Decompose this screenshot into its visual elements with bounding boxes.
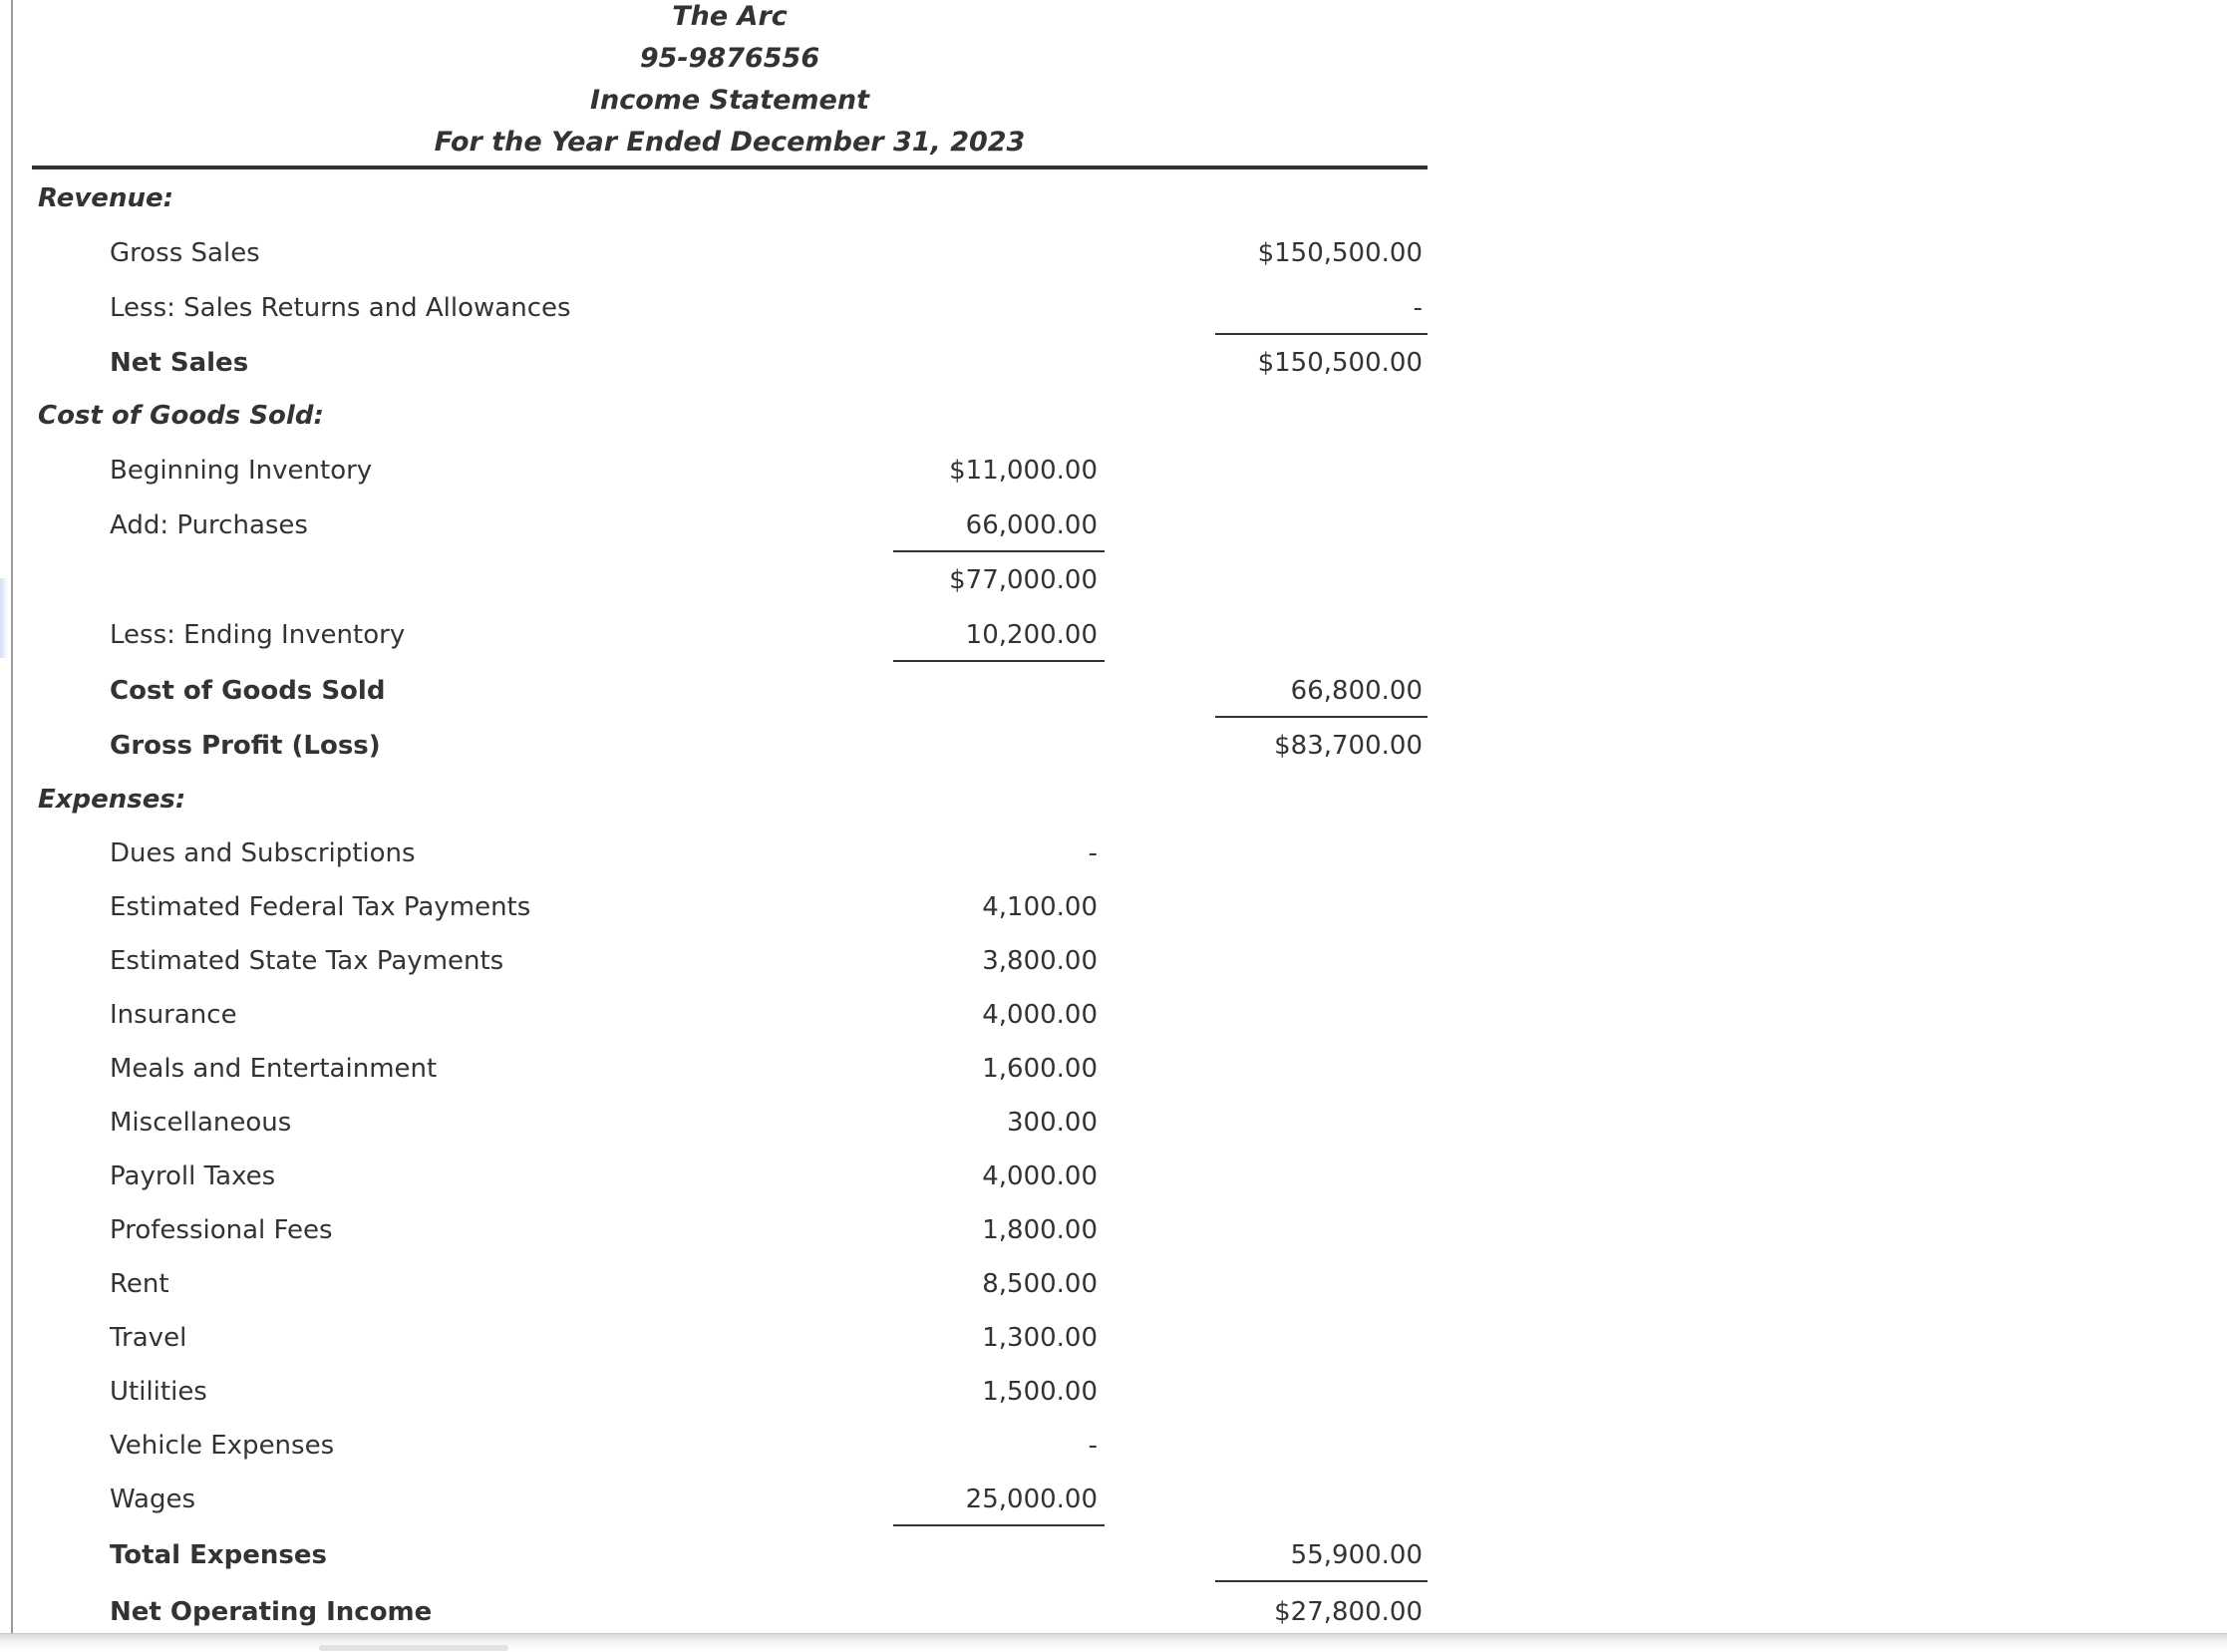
net-operating-income-amount: $27,800.00 xyxy=(1274,1597,1423,1627)
company-ein: 95-9876556 xyxy=(639,43,820,74)
cogs-subtotal-amount: $77,000.00 xyxy=(949,565,1098,595)
revenue-heading: Revenue: xyxy=(38,183,173,213)
gross-profit-rule xyxy=(1215,716,1428,718)
total-expenses-label: Total Expenses xyxy=(110,1540,327,1570)
cogs-heading: Cost of Goods Sold: xyxy=(38,401,324,431)
expense-amount: 4,000.00 xyxy=(982,1161,1098,1191)
page-left-border xyxy=(11,0,13,1635)
ending-inventory-label: Less: Ending Inventory xyxy=(110,620,406,650)
report-title: Income Statement xyxy=(589,85,870,116)
net-operating-income-label: Net Operating Income xyxy=(110,1597,433,1627)
wages-rule xyxy=(893,1524,1105,1526)
expense-label: Meals and Entertainment xyxy=(110,1054,438,1084)
expense-amount: 3,800.00 xyxy=(982,946,1098,976)
gross-sales-label: Gross Sales xyxy=(110,238,260,268)
expense-label: Utilities xyxy=(110,1377,207,1407)
expense-label: Estimated Federal Tax Payments xyxy=(110,892,531,922)
company-name: The Arc xyxy=(672,1,788,32)
ending-inventory-rule xyxy=(893,660,1105,662)
net-sales-label: Net Sales xyxy=(110,348,249,378)
expense-amount: 1,500.00 xyxy=(982,1377,1098,1407)
expenses-heading: Expenses: xyxy=(38,785,186,815)
expense-amount: - xyxy=(1088,838,1098,868)
expense-label: Travel xyxy=(110,1323,187,1353)
ending-inventory-amount: 10,200.00 xyxy=(965,620,1098,650)
sales-returns-label: Less: Sales Returns and Allowances xyxy=(110,293,571,323)
expense-amount: 8,500.00 xyxy=(982,1269,1098,1299)
expense-amount: 1,600.00 xyxy=(982,1054,1098,1084)
expense-label: Estimated State Tax Payments xyxy=(110,946,504,976)
window-edge-highlight xyxy=(0,578,8,658)
expense-label: Wages xyxy=(110,1485,196,1514)
expense-amount: 25,000.00 xyxy=(965,1485,1098,1514)
expense-amount: 1,300.00 xyxy=(982,1323,1098,1353)
expense-label: Dues and Subscriptions xyxy=(110,838,416,868)
sales-returns-amount: - xyxy=(1413,293,1423,323)
scrollbar-thumb[interactable] xyxy=(319,1645,508,1651)
purchases-amount: 66,000.00 xyxy=(965,510,1098,540)
beginning-inventory-amount: $11,000.00 xyxy=(949,456,1098,486)
cogs-total-amount: 66,800.00 xyxy=(1290,676,1423,706)
expense-label: Rent xyxy=(110,1269,169,1299)
cogs-total-label: Cost of Goods Sold xyxy=(110,676,386,706)
net-sales-amount: $150,500.00 xyxy=(1257,348,1423,378)
gross-sales-amount: $150,500.00 xyxy=(1257,238,1423,268)
expense-label: Payroll Taxes xyxy=(110,1161,276,1191)
purchases-label: Add: Purchases xyxy=(110,510,308,540)
header-divider xyxy=(32,165,1428,169)
gross-profit-label: Gross Profit (Loss) xyxy=(110,731,381,761)
expense-amount: - xyxy=(1088,1431,1098,1461)
total-expenses-amount: 55,900.00 xyxy=(1290,1540,1423,1570)
expense-label: Insurance xyxy=(110,1000,237,1030)
gross-profit-amount: $83,700.00 xyxy=(1274,731,1423,761)
net-income-rule xyxy=(1215,1580,1428,1582)
purchases-rule xyxy=(893,550,1105,552)
expense-amount: 300.00 xyxy=(1007,1108,1098,1138)
report-period: For the Year Ended December 31, 2023 xyxy=(434,127,1026,158)
expense-amount: 4,100.00 xyxy=(982,892,1098,922)
expense-label: Vehicle Expenses xyxy=(110,1431,335,1461)
expense-label: Miscellaneous xyxy=(110,1108,292,1138)
expense-amount: 1,800.00 xyxy=(982,1215,1098,1245)
beginning-inventory-label: Beginning Inventory xyxy=(110,456,373,486)
expense-amount: 4,000.00 xyxy=(982,1000,1098,1030)
expense-label: Professional Fees xyxy=(110,1215,333,1245)
net-sales-rule xyxy=(1215,333,1428,335)
